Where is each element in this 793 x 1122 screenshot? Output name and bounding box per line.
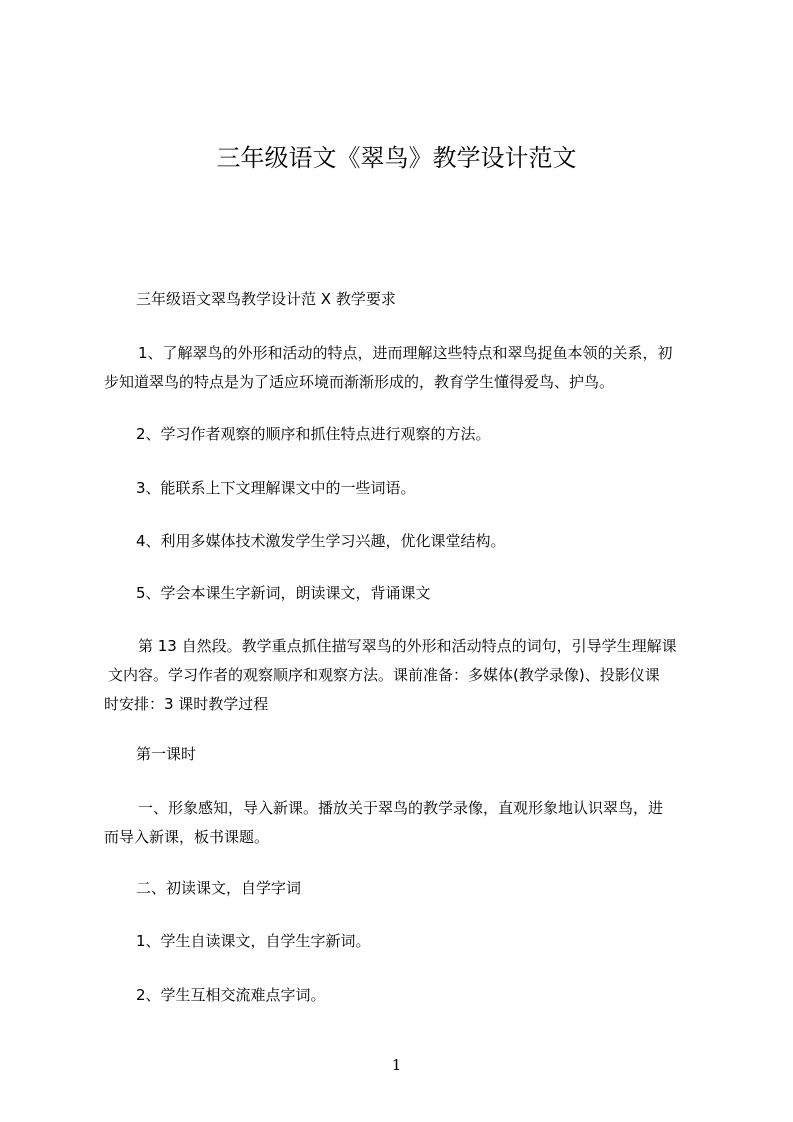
- text-line: 时安排：3 课时教学过程: [104, 695, 269, 713]
- text-line: 第 13 自然段。教学重点抓住描写翠鸟的外形和活动特点的词句，引导学生理解课: [138, 637, 677, 655]
- paragraph-requirement-5: [104, 579, 704, 608]
- paragraph-lesson-heading: [104, 740, 704, 769]
- paragraph-requirement-2: [104, 420, 704, 449]
- document-title: 三年级语文《翠鸟》教学设计范文: [216, 144, 577, 172]
- text-line: 而导入新课，板书课题。: [104, 828, 270, 846]
- text-line: 一、形象感知，导入新课。播放关于翠鸟的教学录像，直观形象地认识翠鸟，进: [138, 799, 664, 817]
- text-line: 2、学生互相交流难点字词。: [136, 986, 326, 1004]
- paragraph-step-2-item-1: [104, 927, 704, 956]
- text-line: 步知道翠鸟的特点是为了适应环境而渐渐形成的，教育学生懂得爱鸟、护鸟。: [104, 373, 615, 391]
- paragraph-requirement-4: [104, 527, 704, 556]
- paragraph-section-heading: [104, 285, 704, 314]
- paragraph-requirement-1: [104, 339, 704, 397]
- text-line: 二、初读课文，自学字词: [136, 879, 302, 897]
- text-line: 4、利用多媒体技术激发学生学习兴趣，优化课堂结构。: [136, 532, 506, 550]
- text-line: 1、了解翠鸟的外形和活动的特点，进而理解这些特点和翠鸟捉鱼本领的关系，初: [138, 344, 673, 362]
- paragraph-teaching-focus: [104, 632, 704, 719]
- paragraph-step-2: [104, 874, 704, 903]
- text-line: 1、学生自读课文，自学生字新词。: [136, 932, 371, 950]
- text-line: 3、能联系上下文理解课文中的一些词语。: [136, 479, 416, 497]
- paragraph-step-1: [104, 794, 704, 852]
- paragraph-step-2-item-2: [104, 981, 704, 1010]
- text-line: 第一课时: [136, 745, 197, 763]
- text-line: 文内容。学习作者的观察顺序和观察方法。课前准备：多媒体(教学录像)、投影仪课: [108, 666, 660, 684]
- text-line: 2、学习作者观察的顺序和抓住特点进行观察的方法。: [136, 425, 491, 443]
- page-number: 1: [391, 1056, 402, 1074]
- paragraph-requirement-3: [104, 474, 704, 503]
- text-line: 三年级语文翠鸟教学设计范 X 教学要求: [136, 290, 396, 308]
- text-line: 5、学会本课生字新词，朗读课文，背诵课文: [136, 584, 431, 602]
